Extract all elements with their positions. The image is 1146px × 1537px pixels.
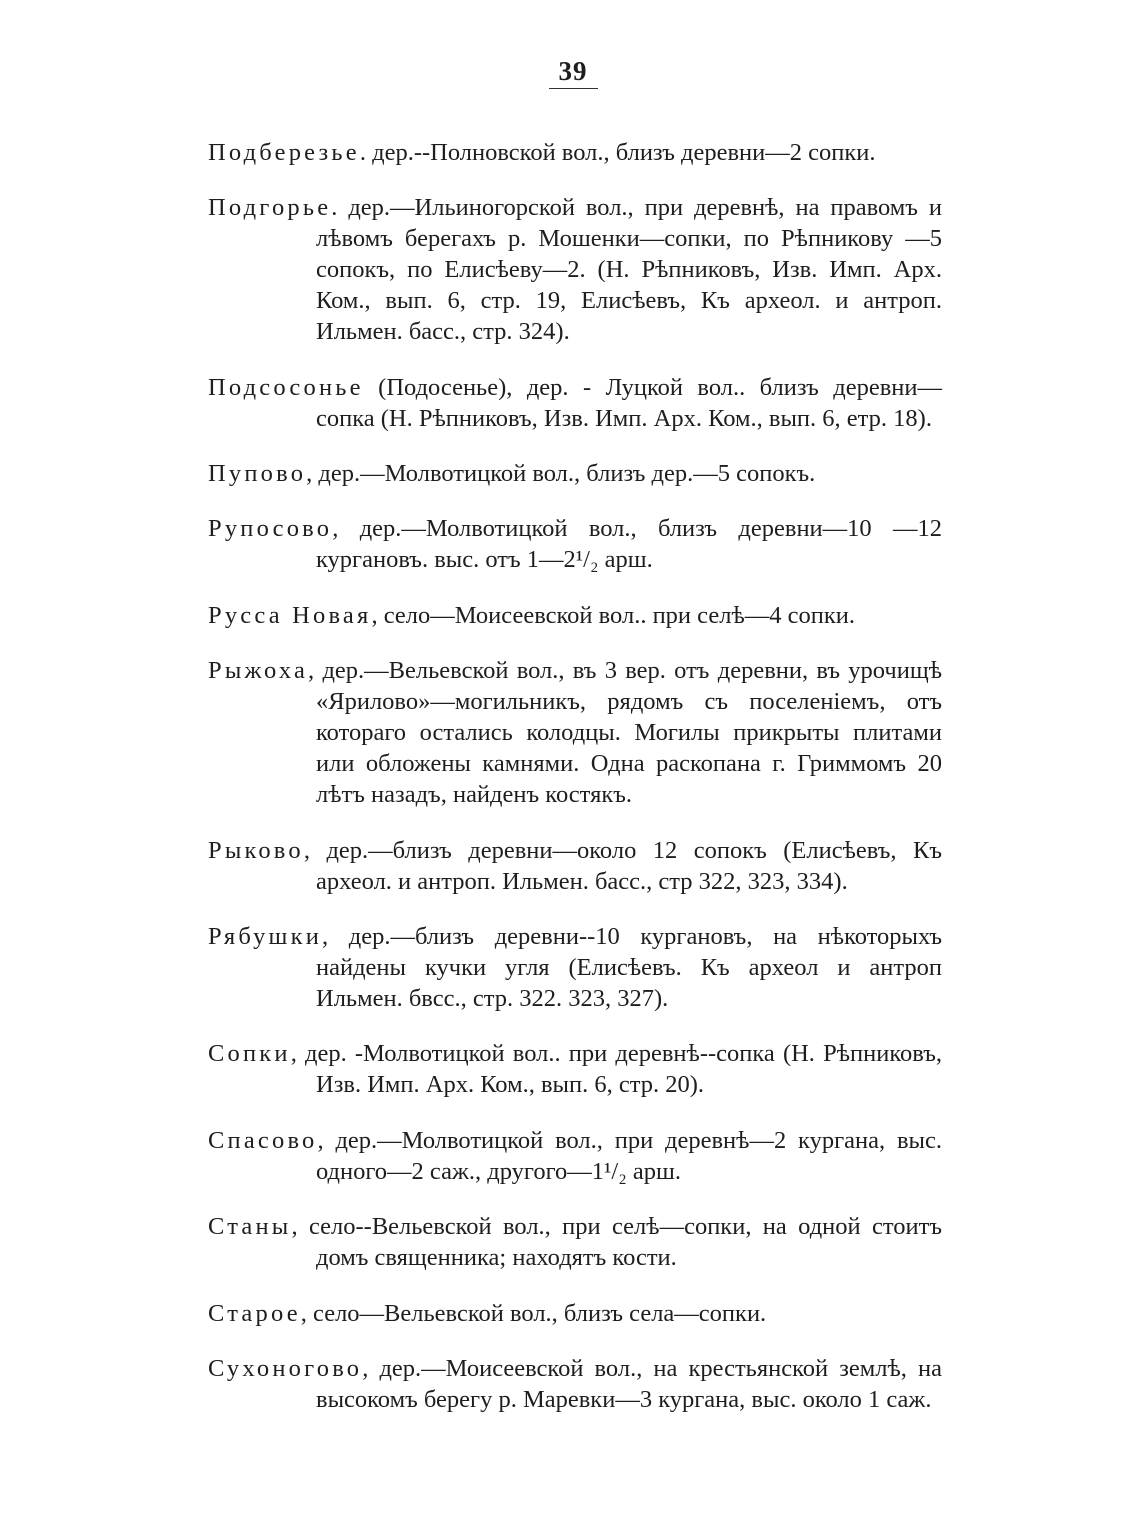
entry-text: , дер.—Молвотицкой вол., при деревнѣ—2 кургана, выс. одного—2 саж., другого—1¹/₂ арш. xyxy=(316,1126,942,1185)
entry-headword: Старое xyxy=(208,1299,301,1327)
entry-ryzhokha xyxy=(208,655,942,810)
entry-ryabushki xyxy=(208,921,942,1014)
page-header xyxy=(0,56,1146,89)
entry-headword: Рупосово xyxy=(208,515,333,542)
entry-headword: Рябушки xyxy=(208,923,323,950)
entry-text: , село—Моисеевской вол.. при селѣ—4 сопки. xyxy=(371,601,855,629)
entry-headword: Рыково xyxy=(208,836,304,864)
entry-headword: Подберезье xyxy=(208,138,360,166)
entry-text: , село--Вельевской вол., при селѣ—сопки, на одной стоитъ домъ священника; находятъ кости. xyxy=(291,1213,942,1271)
entry-headword: Сопки xyxy=(208,1040,291,1067)
entry-spasovo xyxy=(208,1125,942,1187)
entry-stany xyxy=(208,1211,942,1273)
entry-headword: Рыжоха xyxy=(208,657,309,684)
gazetteer-entries xyxy=(208,112,942,1419)
entry-pupovo xyxy=(208,458,942,489)
entry-ruposovo xyxy=(208,513,942,575)
entry-headword: Сухоногово xyxy=(208,1355,363,1382)
entry-text: (Подосенье), дер. - Луцкой вол.. близъ деревни—сопка (Н. Рѣпниковъ, Изв. Имп. Арх. Ком., вып. 6, етр. 18). xyxy=(316,373,942,432)
entry-text: , село—Вельевской вол., близъ села—сопки. xyxy=(300,1299,767,1327)
entry-headword: Подгорье xyxy=(208,194,332,221)
entry-headword: Русса Новая xyxy=(208,601,372,629)
entry-text: , дер.—близъ деревни--10 кургановъ, на нѣкоторыхъ найдены кучки угля (Елисѣевъ. Къ археол и антроп Ильмен. бвсс., стр. 322. 323, 327). xyxy=(316,923,942,1012)
entry-headword: Подсосонье xyxy=(208,373,364,401)
entry-staroe xyxy=(208,1298,942,1329)
entry-sopki xyxy=(208,1038,942,1100)
entry-text: . дер.--Полновской вол., близъ деревни—2 сопки. xyxy=(359,138,876,166)
entry-headword: Пупово xyxy=(208,460,307,487)
entry-text: . дер.—Ильиногорской вол., при деревнѣ, на правомъ и лѣвомъ берегахъ р. Мошенки—сопки, по Рѣпникову —5 сопокъ, по Елисѣеву—2. (Н. Рѣпниковъ, Изв. Имп. Арх. Ком., вып. 6, стр. 19, Елисѣевъ, Къ археол. и антроп. Ильмен. басс., стр. 324). xyxy=(316,194,942,345)
entry-text: , дер.—Вельевской вол., въ 3 вер. отъ деревни, въ урочищѣ «Ярилово»—могильникъ, рядомъ съ поселеніемъ, отъ котораго остались колодцы. Могилы прикрыты плитами или обложены камнями. Одна раскопана г. Гриммомъ 20 лѣтъ назадъ, найденъ костякъ. xyxy=(308,657,942,808)
entry-text: , дер.—близъ деревни—около 12 сопокъ (Елисѣевъ, Къ археол. и антроп. Ильмен. басс., стр 322, 323, 334). xyxy=(303,836,942,895)
entry-sukhonogovo xyxy=(208,1353,942,1415)
entry-text: , дер.—Молвотицкой вол., близъ деревни—10 —12 кургановъ. выс. отъ 1—2¹/₂ арш. xyxy=(316,515,942,573)
entry-russa-novaya xyxy=(208,600,942,631)
entry-text: , дер. -Молвотицкой вол.. при деревнѣ--сопка (Н. Рѣпниковъ, Изв. Имп. Арх. Ком., вып. 6, стр. 20). xyxy=(290,1040,942,1098)
entry-text: , дер.—Молвотицкой вол., близъ дер.—5 сопокъ. xyxy=(306,460,816,487)
entry-podsosonye xyxy=(208,372,942,434)
entry-podgorye xyxy=(208,192,942,347)
entry-headword: Станы xyxy=(208,1213,292,1240)
entry-headword: Спасово xyxy=(208,1126,318,1154)
entry-podberezye xyxy=(208,137,942,168)
page-number: 39 xyxy=(549,56,598,89)
entry-rykovo xyxy=(208,835,942,897)
entry-text: , дер.—Моисеевской вол., на крестьянской землѣ, на высокомъ берегу р. Маревки—3 кургана, выс. около 1 саж. xyxy=(316,1355,942,1413)
